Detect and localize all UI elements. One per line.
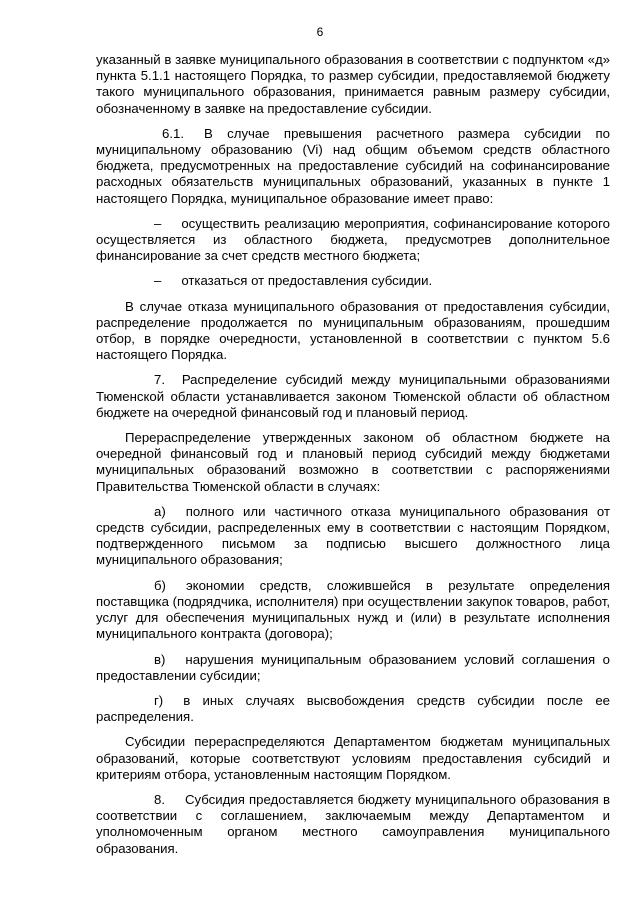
- paragraph-continuation: [96, 52, 610, 117]
- paragraph-text: Распределение субсидий между муниципальными образованиями Тюменской области устанавливается законом Тюменской области об областном бюджете на очередной финансовый год и плановый период.: [96, 372, 610, 420]
- paragraph-text: Перераспределение утвержденных законом об областном бюджете на очередной финансовый год и плановый период субсидий между бюджетами муниципальных образований возможно в соответствии с распоряжениями Правительства Тюменской области в случаях:: [96, 430, 610, 494]
- paragraph-subsidies-redistributed: [96, 734, 610, 783]
- paragraph-text: В случае превышения расчетного размера субсидии по муниципальному образованию (Vi) над общим объемом средств областного бюджета, предусмотренных на предоставление субсидий на софинансирование расходных обязательств муниципальных образований, указанных в пункте 1 настоящего Порядка, муниципальное образование имеет право:: [96, 125, 610, 206]
- dash-marker: –: [154, 215, 162, 231]
- letter-marker: в): [154, 651, 166, 667]
- list-item-b: [96, 578, 610, 643]
- list-item-v: [96, 652, 610, 684]
- paragraph-text: В случае отказа муниципального образования от предоставления субсидии, распределение продолжается по муниципальным образованиям, прошедшим отбор, в порядке очередности, установленной в соответствии с пунктом 5.6 настоящего Порядка.: [96, 298, 610, 363]
- list-item-dash-1: [96, 216, 610, 265]
- paragraph-text: нарушения муниципальным образованием условий соглашения о предоставлении субсидии;: [96, 651, 610, 683]
- paragraph-8: [96, 792, 610, 857]
- list-item-g: [96, 693, 610, 725]
- paragraph-refusal: [96, 299, 610, 364]
- paragraph-text: отказаться от предоставления субсидии.: [181, 273, 433, 289]
- letter-marker: г): [154, 692, 164, 708]
- paragraph-text: Субсидии перераспределяются Департаментом бюджетам муниципальных образований, которые соответствуют условиям предоставления субсидий и критериям отбора, установленным настоящим Порядком.: [96, 734, 610, 782]
- paragraph-7: [96, 372, 610, 421]
- paragraph-marker: 8.: [154, 791, 165, 807]
- letter-marker: а): [154, 503, 166, 519]
- document-body: [96, 52, 610, 866]
- paragraph-text: экономии средств, сложившейся в результате определения поставщика (подрядчика, исполнителя) при осуществлении закупок товаров, работ, услуг для обеспечения муниципальных нужд и (или) в результате исполнения муниципального контракта (договора);: [96, 577, 610, 642]
- paragraph-text: указанный в заявке муниципального образования в соответствии с подпунктом «д» пункта 5.1.1 настоящего Порядка, то размер субсидии, предоставляемой бюджету такого муниципального образования, принимается равным размеру субсидии, обозначенному в заявке на предоставление субсидии.: [96, 52, 610, 116]
- paragraph-marker: 6.1.: [162, 125, 184, 141]
- paragraph-text: осуществить реализацию мероприятия, софинансирование которого осуществляется из областного бюджета, предусмотрев дополнительное финансирование за счет средств местного бюджета;: [96, 215, 610, 264]
- list-item-a: [96, 504, 610, 569]
- paragraph-text: Субсидия предоставляется бюджету муниципального образования в соответствии с соглашением, заключаемым между Департаментом и уполномоченным органом местного самоуправления муниципального образования.: [96, 791, 610, 856]
- list-item-dash-2: [96, 273, 610, 289]
- paragraph-redistribution: [96, 430, 610, 495]
- letter-marker: б): [154, 577, 166, 593]
- paragraph-text: полного или частичного отказа муниципального образования от средств субсидии, распределенных ему в соответствии с настоящим Порядком, подтвержденного письмом за подписью высшего должностного лица муниципального образования;: [96, 503, 610, 568]
- page-number: 6: [316, 25, 324, 39]
- dash-marker: –: [154, 273, 162, 289]
- paragraph-6-1: [96, 126, 610, 207]
- paragraph-text: в иных случаях высвобождения средств субсидии после ее распределения.: [96, 692, 610, 725]
- paragraph-marker: 7.: [154, 372, 165, 388]
